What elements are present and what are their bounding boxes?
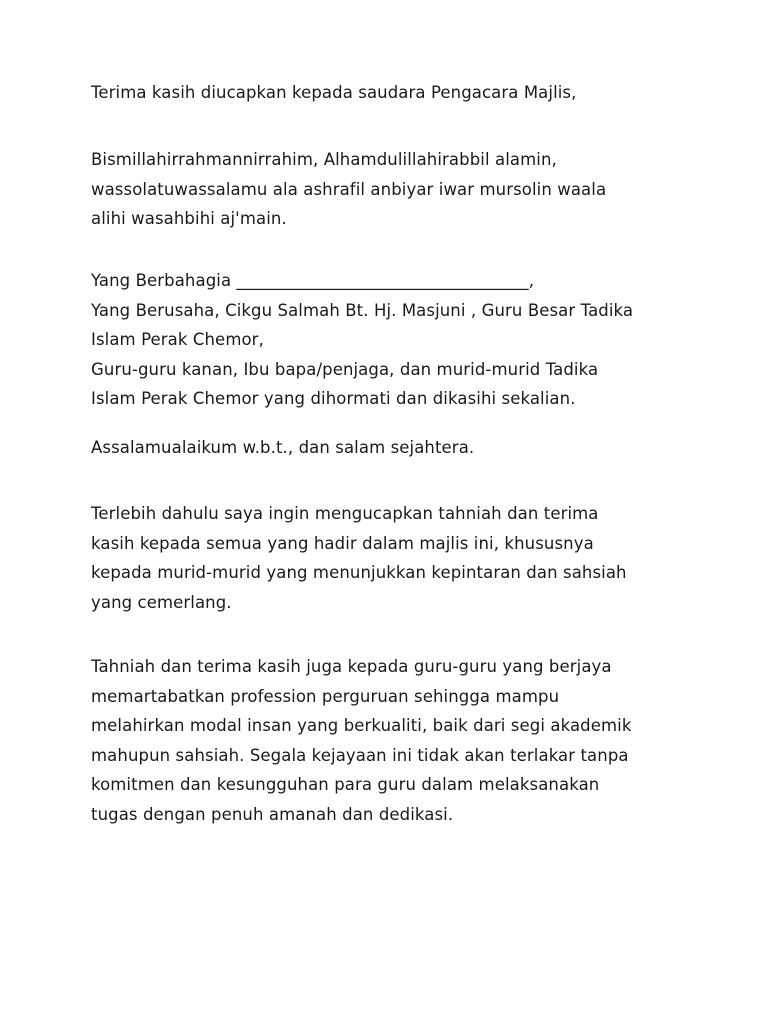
paragraph-opening (91, 145, 711, 234)
text-line: Assalamualaikum w.b.t., dan salam sejahtera. (91, 438, 475, 457)
text-line: melahirkan modal insan yang berkualiti, baik dari segi akademik (91, 716, 632, 735)
text-line: yang cemerlang. (91, 592, 232, 612)
text-line: alihi wasahbihi aj'main. (91, 209, 287, 228)
text-line: tugas dengan penuh amanah dan dedikasi. (91, 804, 454, 824)
paragraph-salutation (91, 266, 711, 414)
text-line: Tahniah dan terima kasih juga kepada guru-guru yang berjaya (91, 657, 612, 676)
text-line: kepada murid-murid yang menunjukkan kepintaran dan sahsiah (91, 563, 627, 582)
paragraph-congrats-pupils (91, 499, 711, 617)
text-line: Bismillahirrahmannirrahim, Alhamdulillahirabbil alamin, (91, 150, 557, 169)
text-line: Terlebih dahulu saya ingin mengucapkan tahniah dan terima (91, 504, 599, 523)
text-line: wassolatuwassalamu ala ashrafil anbiyar iwar mursolin waala (91, 179, 607, 199)
paragraph-salam (91, 433, 711, 463)
text-line: Islam Perak Chemor, (91, 330, 264, 349)
paragraph-greeting (91, 78, 711, 108)
text-line: Guru-guru kanan, Ibu bapa/penjaga, dan murid-murid Tadika (91, 359, 599, 379)
text-line: Islam Perak Chemor yang dihormati dan dikasihi sekalian. (91, 389, 576, 408)
paragraph-congrats-teachers (91, 652, 711, 829)
text-line: Yang Berbahagia ___________________________________, (91, 271, 535, 290)
text-line: kasih kepada semua yang hadir dalam majlis ini, khususnya (91, 533, 594, 553)
text-line: komitmen dan kesungguhan para guru dalam melaksanakan (91, 775, 600, 794)
text-line: mahupun sahsiah. Segala kejayaan ini tidak akan terlakar tanpa (91, 745, 629, 765)
text-line: memartabatkan profession perguruan sehingga mampu (91, 686, 560, 706)
text-line: Yang Berusaha, Cikgu Salmah Bt. Hj. Masjuni , Guru Besar Tadika (91, 300, 634, 320)
text-line: Terima kasih diucapkan kepada saudara Pengacara Majlis, (91, 83, 577, 102)
